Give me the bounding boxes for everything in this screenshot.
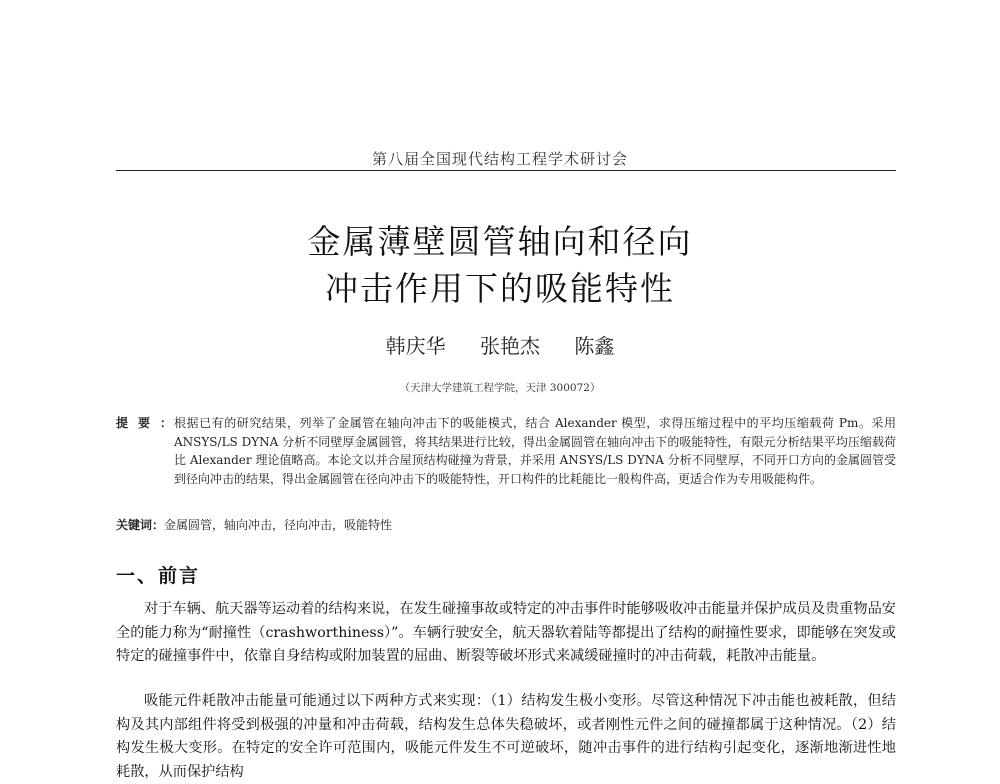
section-heading: 一、前言 (116, 565, 201, 587)
body-paragraph: 吸能元件耗散冲击能量可能通过以下两种方式来实现：（1）结构发生极小变形。尽管这种情况下冲击能也被耗散，但结构及其内部组件将受到极强的冲量和冲击荷载，结构发生总体失稳破坏，或者刚性元件之间的碰撞都属于这种情况。（2）结构发生极大变形。在特定的安全许可范围内，吸能元件发生不可逆破坏，随冲击事件的进行结构引起变化，逐渐地渐进性地耗散，从而保护结构 (116, 693, 896, 780)
keywords-label: 关键词： (116, 518, 165, 532)
keywords-text: 金属圆管，轴向冲击，径向冲击，吸能特性 (164, 518, 393, 532)
running-header: 第八届全国现代结构工程学术研讨会 (371, 150, 628, 168)
author-name: 韩庆华 (385, 334, 446, 358)
author-list (0, 330, 1000, 359)
abstract-text: 根据已有的研究结果，列举了金属管在轴向冲击下的吸能模式，结合 Alexander 模型，求得压缩过程中的平均压缩载荷 Pm。采用 ANSYS/LS DYNA 分析不同壁厚金属圆管，将其结果进行比较，得出金属圆管在轴向冲击下的吸能特性，有限元分析结果平均压缩载荷比 Alexander 理论值略高。本论文以并合屋顶结构碰撞为背景，并采用 ANSYS/LS DYNA 分析不同壁厚，不同开口方向的金属圆管受到径向冲击的结果，得出金属圆管在径向冲击下的吸能特性，开口构件的比耗能比一般构件高，更适合作为专用吸能构件。 (174, 416, 896, 486)
affiliation: （天津大学建筑工程学院，天津 300072） (399, 382, 601, 394)
header-rule (116, 170, 896, 171)
paper-title-line-2: 冲击作用下的吸能特性 (325, 269, 675, 308)
abstract-label: 提要： (116, 416, 183, 430)
abstract (116, 414, 896, 488)
keywords (116, 516, 896, 533)
paper-title-line-1: 金属薄壁圆管轴向和径向 (307, 222, 693, 261)
body-paragraph: 对于车辆、航天器等运动着的结构来说，在发生碰撞事故或特定的冲击事件时能够吸收冲击能量并保护成员及贵重物品安全的能力称为“耐撞性（crashworthiness）”。车辆行驶安全，航天器软着陆等都提出了结构的耐撞性要求，即能够在突发或特定的碰撞事件中，依靠自身结构或附加装置的屈曲、断裂等破坏形式来减缓碰撞时的冲击荷载，耗散冲击能量。 (116, 601, 896, 664)
author-name: 陈鑫 (574, 334, 615, 358)
author-name: 张艳杰 (480, 334, 540, 358)
